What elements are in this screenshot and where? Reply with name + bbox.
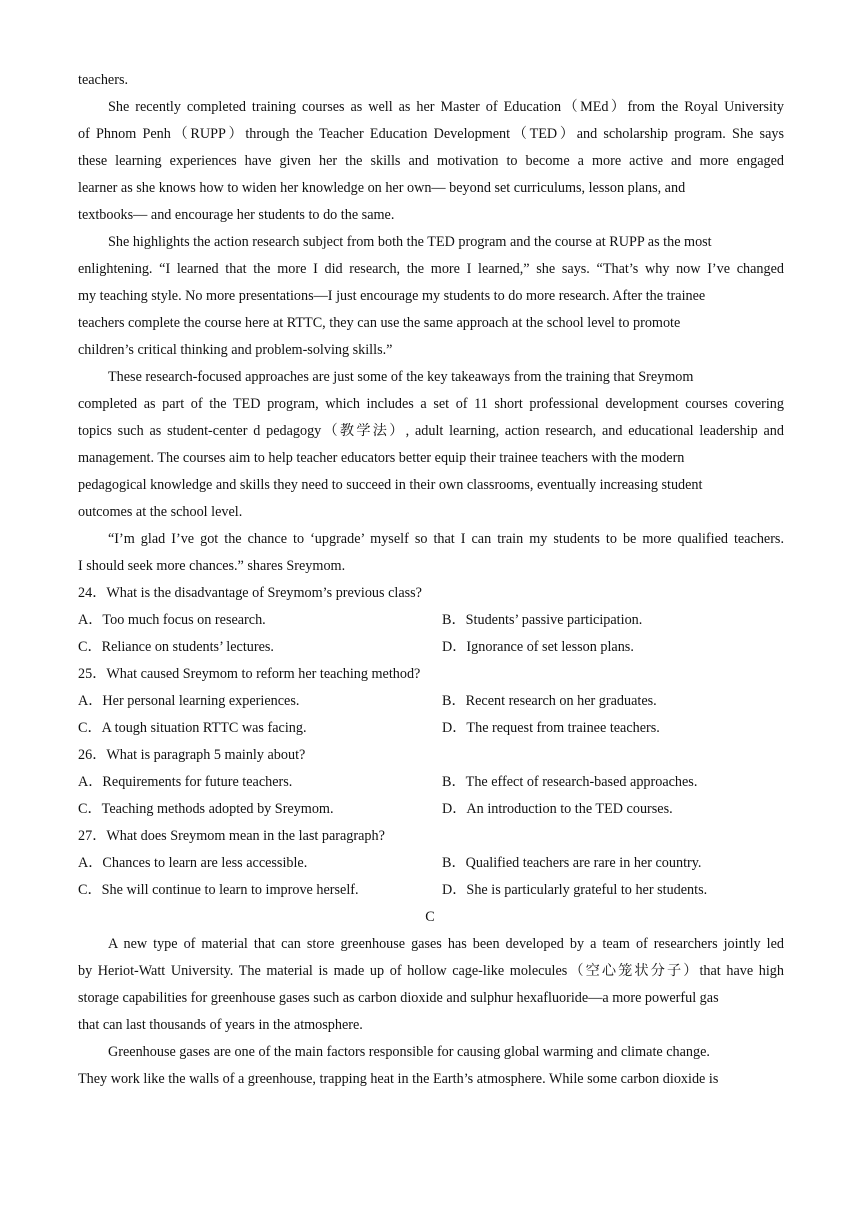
option-d: D．The request from trainee teachers. [442, 720, 660, 736]
option-c: C．Reliance on students’ lectures. [78, 639, 274, 655]
option-d: D．She is particularly grateful to her students. [442, 882, 708, 898]
passage-line: learner as she knows how to widen her knowledge on her own— beyond set curriculums, lesson plans, and [78, 180, 686, 196]
option-a: A．Her personal learning experiences. [78, 693, 300, 709]
passage-line: storage capabilities for greenhouse gases such as carbon dioxide and sulphur hexafluoride—a more powerful gas [78, 990, 719, 1006]
section-heading: C [425, 909, 435, 925]
passage-line: by Heriot-Watt University. The material is made up of hollow cage-like molecules（空心笼状分子）that have high [78, 963, 784, 979]
option-b: B．Qualified teachers are rare in her country. [442, 855, 702, 871]
passage-line: She recently completed training courses as well as her Master of Education（MEd）from the Royal University [108, 99, 784, 115]
passage-line: I should seek more chances.” shares Sreymom. [78, 558, 346, 574]
option-b: B．The effect of research-based approaches. [442, 774, 698, 790]
passage-line: teachers. [78, 72, 129, 88]
option-d: D．An introduction to the TED courses. [442, 801, 673, 817]
passage-line: topics such as student-center d pedagogy（教学法）, adult learning, action research, and educational leadership and [78, 423, 784, 439]
option-c: C．She will continue to learn to improve herself. [78, 882, 359, 898]
option-c: C．A tough situation RTTC was facing. [78, 720, 307, 736]
option-a: A．Requirements for future teachers. [78, 774, 293, 790]
passage-line: management. The courses aim to help teacher educators better equip their trainee teachers with the modern [78, 450, 685, 466]
passage-line: outcomes at the school level. [78, 504, 243, 520]
passage-line: teachers complete the course here at RTTC, they can use the same approach at the school level to promote [78, 315, 681, 331]
passage-line: enlightening. “I learned that the more I did research, the more I learned,” she says. “That’s why now I’ve changed [78, 261, 784, 277]
question-stem: 26．What is paragraph 5 mainly about? [78, 747, 306, 763]
passage-line: completed as part of the TED program, which includes a set of 11 short professional development courses covering [78, 396, 784, 412]
passage-line: textbooks— and encourage her students to do the same. [78, 207, 395, 223]
option-c: C．Teaching methods adopted by Sreymom. [78, 801, 334, 817]
option-b: B．Recent research on her graduates. [442, 693, 657, 709]
option-d: D．Ignorance of set lesson plans. [442, 639, 634, 655]
passage-line: A new type of material that can store greenhouse gases has been developed by a team of researchers jointly led [108, 936, 784, 952]
option-a: A．Chances to learn are less accessible. [78, 855, 308, 871]
passage-line: my teaching style. No more presentations—I just encourage my students to do more research. After the trainee [78, 288, 706, 304]
option-a: A．Too much focus on research. [78, 612, 266, 628]
passage-line: pedagogical knowledge and skills they need to succeed in their own classrooms, eventually increasing student [78, 477, 703, 493]
passage-line: She highlights the action research subject from both the TED program and the course at RUPP as the most [108, 234, 712, 250]
passage-line: Greenhouse gases are one of the main factors responsible for causing global warming and climate change. [108, 1044, 710, 1060]
passage-line: “I’m glad I’ve got the chance to ‘upgrade’ myself so that I can train my students to be more qualified teachers. [108, 531, 784, 547]
passage-line: of Phnom Penh（RUPP）through the Teacher Education Development（TED）and scholarship program. She says [78, 126, 784, 142]
question-stem: 25．What caused Sreymom to reform her teaching method? [78, 666, 421, 682]
question-stem: 24．What is the disadvantage of Sreymom’s previous class? [78, 585, 422, 601]
passage-line: that can last thousands of years in the atmosphere. [78, 1017, 363, 1033]
passage-line: These research-focused approaches are just some of the key takeaways from the training that Sreymom [108, 369, 694, 385]
option-b: B．Students’ passive participation. [442, 612, 643, 628]
passage-line: these learning experiences have given her the skills and motivation to become a more active and more engaged [78, 153, 784, 169]
passage-line: children’s critical thinking and problem-solving skills.” [78, 342, 393, 358]
question-stem: 27．What does Sreymom mean in the last paragraph? [78, 828, 385, 844]
passage-line: They work like the walls of a greenhouse, trapping heat in the Earth’s atmosphere. While some carbon dioxide is [78, 1071, 719, 1087]
